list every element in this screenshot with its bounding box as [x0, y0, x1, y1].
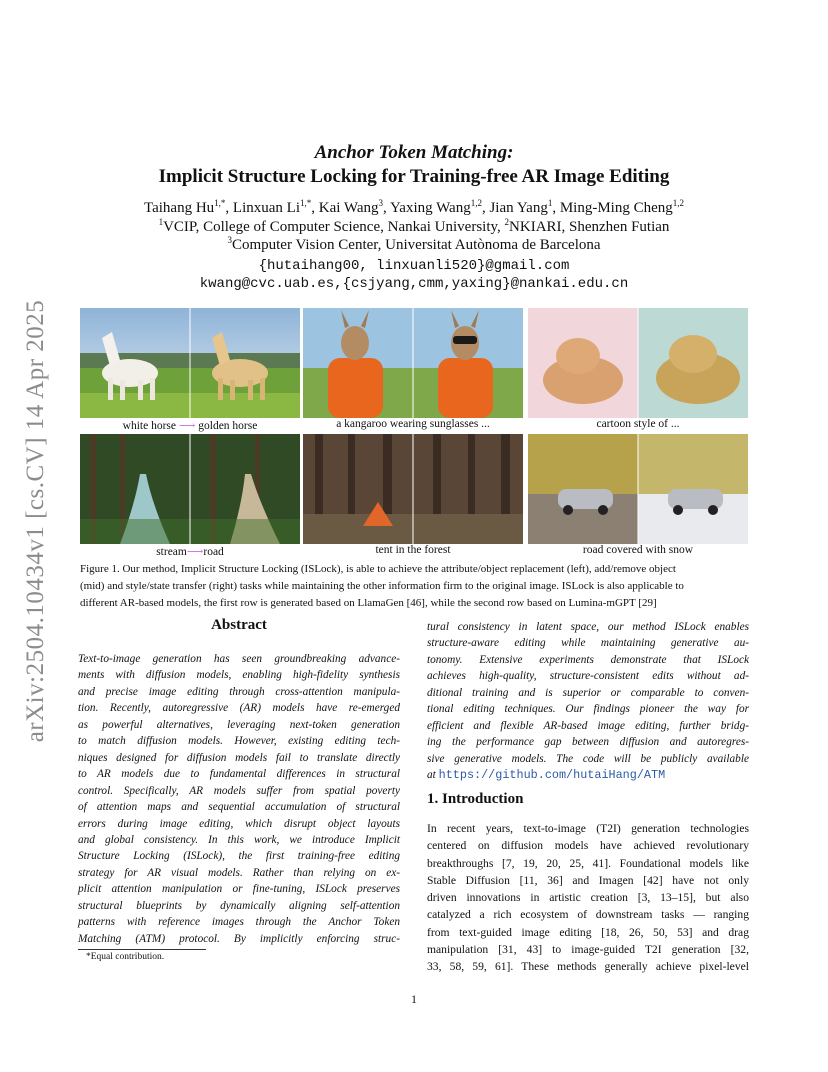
abstract-url-line: at https://github.com/hutaiHang/ATM [427, 768, 666, 783]
figure-label-stream: stream⟶road [156, 546, 224, 558]
abstract-line: structure-aware editing while maintaining generative au- [427, 637, 749, 650]
arxiv-stamp: arXiv:2504.10434v1 [cs.CV] 14 Apr 2025 [22, 299, 49, 743]
author-affiliation-mark: 1,* [300, 198, 312, 208]
abstract-line: ments with diffusion models, enabling high-fidelity synthesis [78, 669, 400, 682]
abstract-line: and precise image editing through cross-attention manipula- [78, 685, 400, 698]
footnote: *Equal contribution. [86, 952, 165, 962]
figure-panel-white-golden-horse [80, 308, 300, 418]
figure-panel-cat [528, 308, 748, 418]
abstract-line: Matching (ATM) protocol. By implicitly enforcing struc- [78, 932, 400, 945]
intro-line: breakthroughs [7, 19, 20, 25, 41]. Foundational models like [427, 856, 749, 870]
arrow-icon: ⟶ [186, 546, 204, 558]
figure-panel-stream-road [80, 434, 300, 544]
abstract-line: tional editing techniques. Our findings pioneer the way for [427, 703, 749, 716]
intro-line: 33, 58, 59, 61]. These methods generally achieve pixel-level [427, 960, 749, 974]
figure-panel-car-snow [528, 434, 748, 544]
affiliation-nkiari: NKIARI, Shenzhen Futian [509, 219, 670, 235]
abstract-line: Structure Locking (ISLock), the first training-free editing [78, 850, 400, 863]
abstract-line: tion. Recently, autoregressive (AR) models have re-emerged [78, 702, 400, 715]
abstract-line: sive generative models. The code will be publicly available [427, 752, 749, 765]
author: Yaxing Wang [389, 200, 471, 216]
author: Ming-Ming Cheng [559, 200, 673, 216]
affiliation-line-2: $^3$Computer Vision Center, Universitat Autònoma de Barcelona [227, 235, 601, 253]
abstract-text [78, 651, 400, 947]
affiliation-cvc: Computer Vision Center, Universitat Autònoma de Barcelona [231, 237, 601, 253]
author-affiliation-mark: 1,2 [672, 198, 684, 208]
figure-caption [80, 561, 756, 612]
author-affiliation-mark: 1,* [214, 198, 226, 208]
abstract-line: niques designed for diffusion models fail to translate directly [78, 751, 400, 764]
figure-caption-line: Figure 1. Our method, Implicit Structure Locking (ISLock), is able to achieve the attribute/object replacement (left), add/remove object [80, 563, 676, 575]
abstract-line: ing the performance gap between diffusion and autoregres- [427, 736, 749, 749]
abstract-line: efficient and flexible AR-based image editing, further bridg- [427, 719, 749, 732]
figure-label-car: road covered with snow [582, 544, 694, 556]
abstract-line: achieves high-quality, structure-consistent edits without ad- [427, 670, 749, 683]
author: Jian Yang [489, 200, 548, 216]
figure-label-cat: cartoon style of ... [596, 418, 680, 430]
abstract-line: patterns with reference images through the Anchor Token [78, 916, 400, 929]
abstract-line: ditional training and is superior or comparable to conven- [427, 686, 749, 699]
figure-panel-kangaroo [303, 308, 523, 418]
abstract-line: to match diffusion models. However, existing editing tech- [78, 735, 400, 748]
abstract-line: to AR models due to fundamental differences in structural [78, 768, 400, 781]
affiliation-vcip: VCIP, College of Computer Science, Nankai University, [163, 219, 501, 235]
abstract-heading: Abstract [211, 617, 267, 633]
section-heading-introduction: 1. Introduction [427, 791, 524, 807]
paper-title-line1: Anchor Token Matching: [314, 142, 514, 163]
abstract-line: tonomy. Extensive experiments demonstrate that ISLock [427, 653, 749, 666]
abstract-line: plicit attention manipulation or fine-tuning, ISLock preserves [78, 883, 400, 896]
author: Linxuan Li [232, 200, 300, 216]
author: Taihang Hu [143, 200, 215, 216]
figure-label-tent: tent in the forest [375, 544, 451, 556]
author-affiliation-mark: 3 [378, 198, 384, 208]
abstract-line: strategy for AR visual models. Rather than relying on ex- [78, 866, 400, 879]
intro-line: Stable Diffusion [11, 36] and Imagen [42] have not only [427, 873, 749, 887]
figure-caption-line: different AR-based models, the first row is generated based on LlamaGen [46], while the second row based on Lumina-mGPT [29] [80, 597, 657, 609]
intro-line: In recent years, text-to-image (T2I) generation technologies [427, 822, 749, 835]
author-affiliation-mark: 1 [547, 198, 553, 208]
figure-label-kangaroo: a kangaroo wearing sunglasses ... [336, 418, 490, 430]
abstract-text-continued [427, 619, 749, 784]
abstract-line: as powerful alternatives, leveraging next-token generation [78, 718, 400, 731]
email-line-2: kwang@cvc.uab.es,{csjyang,cmm,yaxing}@nankai.edu.cn [199, 276, 629, 292]
abstract-line: errors during image editing, which disrupt object layouts [78, 817, 400, 830]
abstract-line: structural blueprints by dynamically aligning self-attention [78, 899, 400, 912]
abstract-line: Text-to-image generation has seen groundbreaking advance- [78, 653, 400, 665]
intro-line: centered on diffusion models have achieved revolutionary [427, 839, 749, 853]
introduction-text [427, 820, 749, 976]
abstract-line: of attention maps and sequential accumulation of structural [78, 801, 400, 814]
abstract-line: and global consistency. In this work, we introduce Implicit [78, 833, 400, 846]
author: Kai Wang [318, 200, 379, 216]
abstract-line: tural consistency in latent space, our method ISLock enables [427, 621, 749, 633]
abstract-line: control. Specifically, AR models suffer from spatial poverty [78, 784, 400, 797]
figure-label-horse: white horse ⟶ golden horse [122, 420, 258, 432]
affiliation-line-1: $^1$VCIP, College of Computer Science, Nankai University, $^2$NKIARI, Shenzhen Futian [158, 217, 670, 235]
paper-title-line2: Implicit Structure Locking for Training-free AR Image Editing [158, 166, 670, 187]
intro-line: from text-guided image editing [18, 26, 50, 53] and drag [427, 925, 749, 939]
code-link[interactable]: https://github.com/hutaiHang/ATM [438, 768, 666, 783]
page-number: 1 [411, 992, 417, 1006]
footnote-rule [78, 949, 206, 950]
arrow-icon: ⟶ [178, 420, 196, 432]
author-affiliation-mark: 1,2 [470, 198, 482, 208]
intro-line: driven innovations in artistic creation [3, 13–15], but also [427, 891, 749, 905]
intro-line: catalyzed a rich ecosystem of downstream tasks — ranging [427, 908, 749, 922]
figure-caption-line: (mid) and style/state transfer (right) tasks while maintaining the other information firm to the original image. ISLock is also applicable to [80, 580, 684, 592]
author-list: Taihang $Hu^{1,*}$, Linxuan $Li^{1,*}$, Kai Wang$^3$, Yaxing Wang$^{1,2}$, Jian Yang$^1$, Ming-Ming Cheng$^{1,2}$ [143, 198, 684, 216]
email-line-1: {hutaihang00, linxuanli520}@gmail.com [258, 258, 570, 274]
figure-panel-tent-forest [303, 434, 523, 544]
intro-line: manipulation [31, 43] to image-guided T2I generation [32, [427, 943, 749, 957]
